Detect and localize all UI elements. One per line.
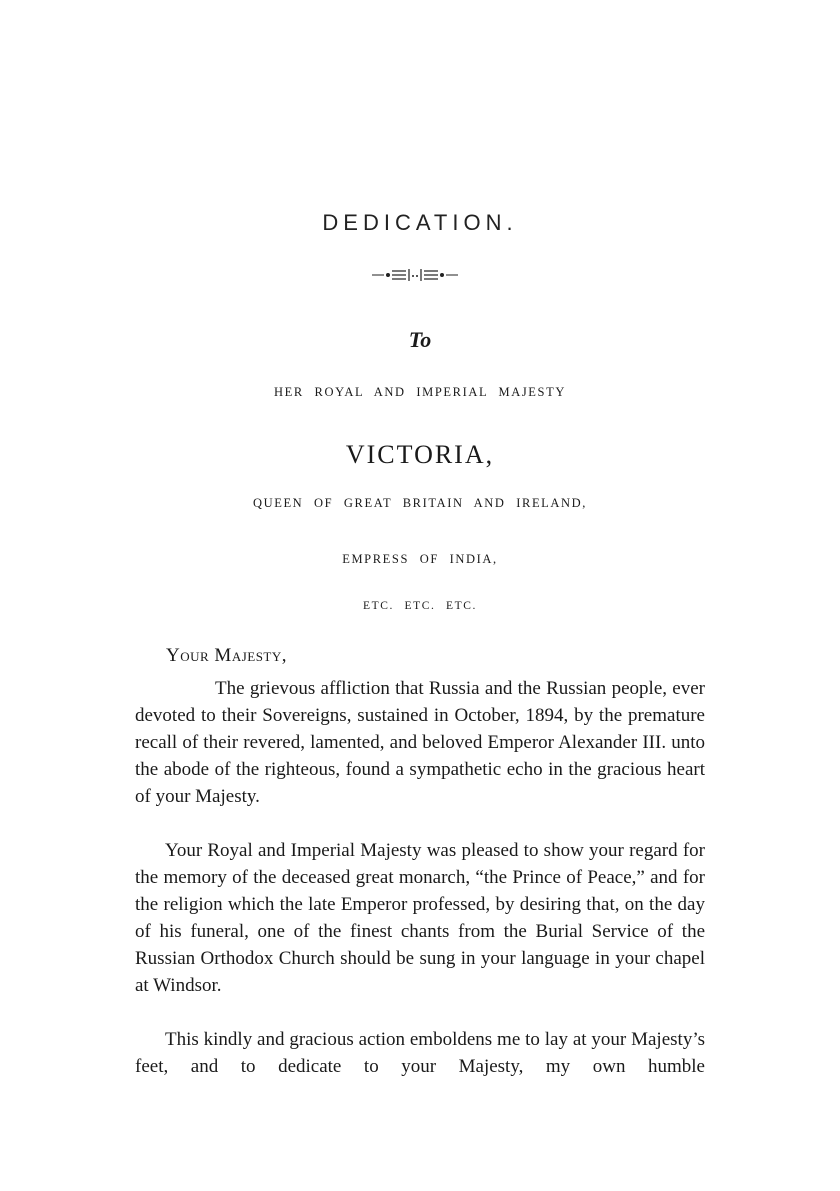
salutation: Your Majesty,: [166, 645, 288, 666]
paragraph-text: Your Royal and Imperial Majesty was pleased to show your regard for the memory of the deceased great monarch, “the Prince of Peace,” and for the religion which the late Emperor professed, by desiring that, on the day of his funeral, one of the finest chants from the Burial Service of the Russian Orthodox Church should be sung in your language in your chapel at Windsor.: [135, 840, 705, 996]
ornament-divider-icon: [370, 266, 460, 284]
paragraph-3: [135, 1026, 705, 1080]
paragraph-text: The grievous affliction that Russia and the Russian people, ever devoted to their Sovereigns, sustained in October, 1894, by the premature recall of their revered, lamented, and beloved Emperor Alexander III. unto the abode of the righteous, found a sympathetic echo in the gracious heart of your Majesty.: [135, 678, 705, 807]
title-queen-line: QUEEN OF GREAT BRITAIN AND IRELAND,: [252, 496, 588, 510]
title-empress-line: EMPRESS OF INDIA,: [342, 552, 498, 566]
paragraph-1: [135, 675, 705, 810]
dedicatee-name: VICTORIA,: [345, 440, 495, 469]
addressee-line: HER ROYAL AND IMPERIAL MAJESTY: [274, 385, 566, 399]
page-heading: DEDICATION.: [322, 210, 518, 235]
paragraph-2: [135, 837, 705, 999]
etc-line: ETC. ETC. ETC.: [363, 600, 477, 612]
paragraph-text: This kindly and gracious action emboldens me to lay at your Majesty’s feet, and to dedicate to your Majesty, my own humble: [135, 1029, 705, 1077]
dedication-to: To: [408, 327, 432, 352]
